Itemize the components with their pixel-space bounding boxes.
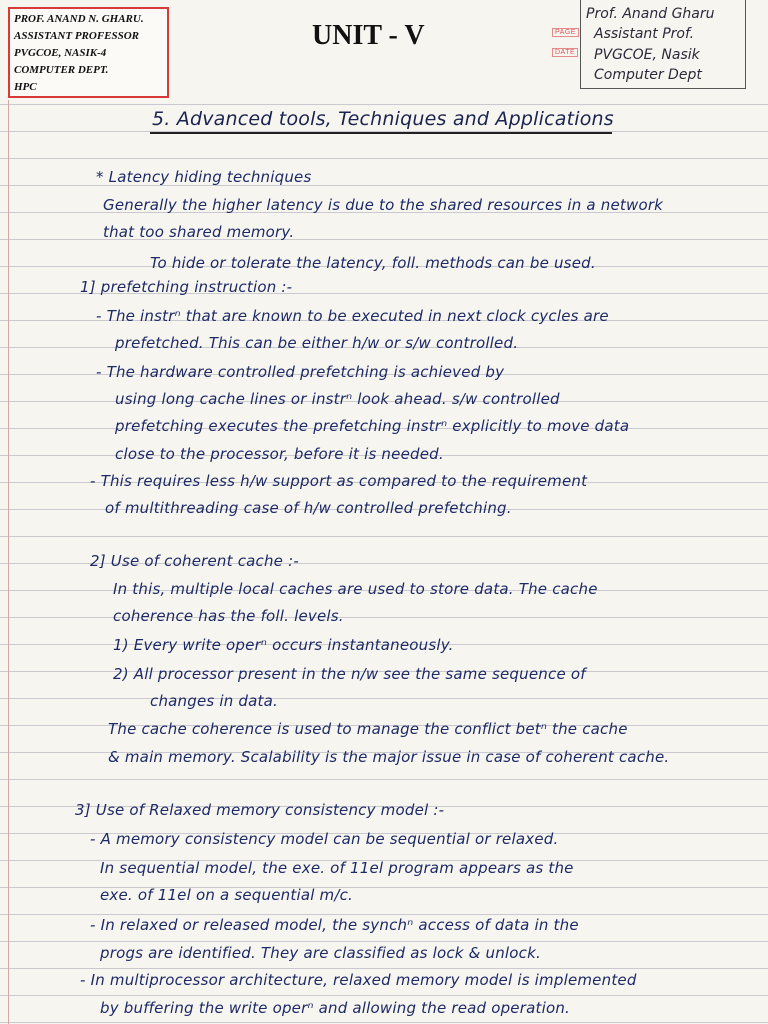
text-line: exe. of 11el on a sequential m/c.	[100, 886, 354, 904]
text-line: coherence has the foll. levels.	[113, 607, 344, 625]
text-line: of multithreading case of h/w controlled prefetching.	[105, 499, 512, 517]
author-line: HPC	[14, 81, 37, 93]
author-stamp-box	[8, 7, 169, 98]
text-line: prefetched. This can be either h/w or s/w controlled.	[115, 334, 519, 352]
text-line: In sequential model, the exe. of 11el program appears as the	[100, 859, 574, 877]
text-line: prefetching executes the prefetching instrⁿ explicitly to move data	[115, 417, 630, 435]
text-line: 2) All processor present in the n/w see the same sequence of	[113, 665, 586, 683]
stamp-line: Assistant Prof.	[594, 26, 695, 42]
text-line: - In relaxed or released model, the synchⁿ access of data in the	[90, 916, 579, 934]
text-line: that too shared memory.	[103, 223, 295, 241]
text-line: using long cache lines or instrⁿ look ahead. s/w controlled	[115, 390, 560, 408]
text-line: progs are identified. They are classified as lock & unlock.	[100, 944, 541, 962]
text-line: In this, multiple local caches are used to store data. The cache	[113, 580, 598, 598]
text-line: - This requires less h/w support as compared to the requirement	[90, 472, 588, 490]
subsection-heading: 3] Use of Relaxed memory consistency model :-	[75, 801, 445, 819]
stamp-line: PVGCOE, Nasik	[594, 47, 700, 63]
subsection-heading: 1] prefetching instruction :-	[80, 278, 293, 296]
handwritten-stamp	[550, 0, 750, 95]
text-line: & main memory. Scalability is the major issue in case of coherent cache.	[108, 748, 670, 766]
text-line: - In multiprocessor architecture, relaxed memory model is implemented	[80, 971, 637, 989]
author-line: PVGCOE, NASIK-4	[14, 47, 107, 59]
chapter-title: 5. Advanced tools, Techniques and Applications	[152, 108, 614, 130]
text-line: Generally the higher latency is due to the shared resources in a network	[103, 196, 664, 214]
text-line: changes in data.	[150, 692, 278, 710]
text-line: 1) Every write operⁿ occurs instantaneously.	[113, 636, 454, 654]
author-line: COMPUTER DEPT.	[14, 64, 109, 76]
stamp-line: Prof. Anand Gharu	[586, 6, 715, 22]
text-line: close to the processor, before it is needed.	[115, 445, 444, 463]
date-label: DATE	[552, 48, 578, 57]
text-line: - The hardware controlled prefetching is achieved by	[96, 363, 505, 381]
stamp-line: Computer Dept	[594, 67, 702, 83]
author-line: PROF. ANAND N. GHARU.	[14, 13, 144, 25]
section-heading: * Latency hiding techniques	[96, 168, 312, 186]
text-line: - A memory consistency model can be sequential or relaxed.	[90, 830, 559, 848]
margin-line	[8, 0, 9, 1024]
author-line: ASSISTANT PROFESSOR	[14, 30, 140, 42]
unit-title: UNIT - V	[312, 20, 425, 51]
page-label: PAGE	[552, 28, 579, 37]
title-underline	[150, 132, 612, 134]
text-line: To hide or tolerate the latency, foll. methods can be used.	[150, 254, 596, 272]
text-line: by buffering the write operⁿ and allowing the read operation.	[100, 999, 571, 1017]
text-line: - The instrⁿ that are known to be executed in next clock cycles are	[96, 307, 609, 325]
text-line: The cache coherence is used to manage the conflict betⁿ the cache	[108, 720, 628, 738]
subsection-heading: 2] Use of coherent cache :-	[90, 552, 299, 570]
